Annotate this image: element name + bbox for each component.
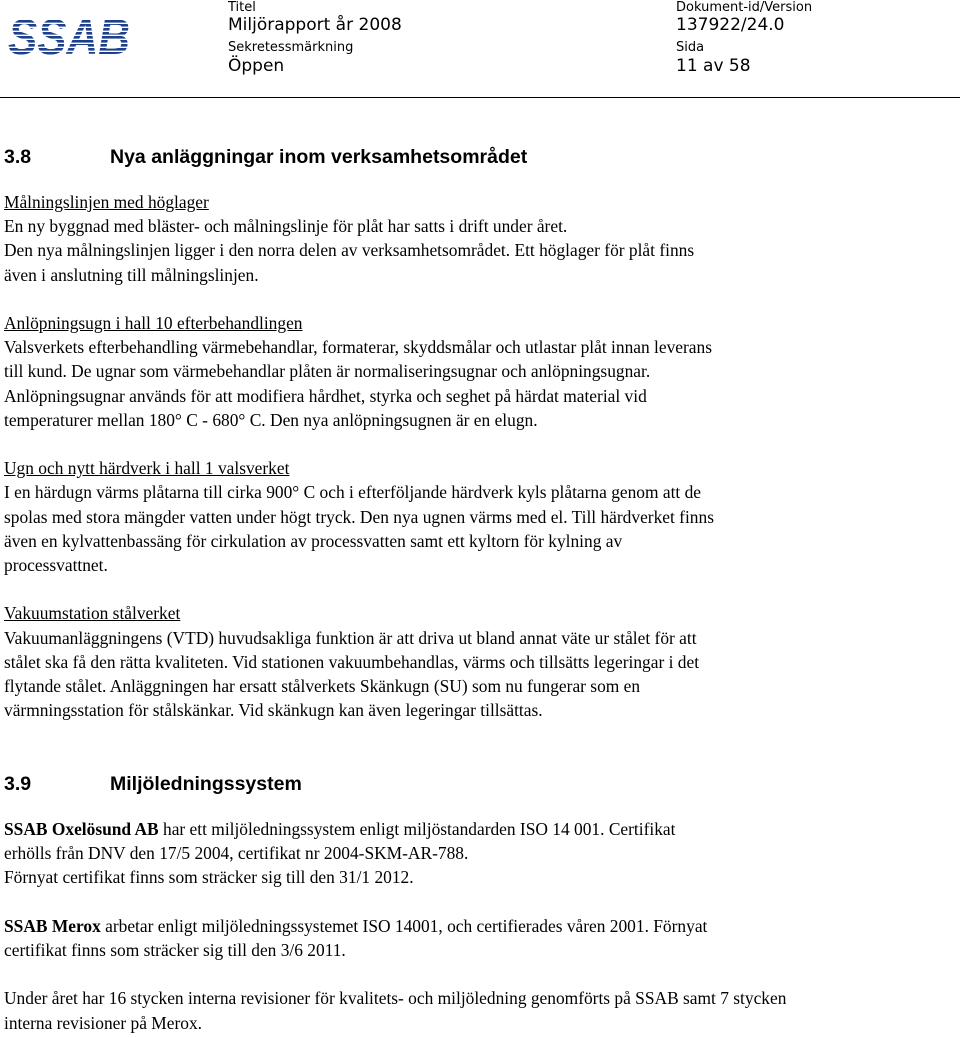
page-label: Sida bbox=[676, 40, 705, 55]
svg-text:SSAB: SSAB bbox=[8, 9, 130, 65]
section-number: 3.9 bbox=[4, 773, 32, 795]
header-divider bbox=[0, 97, 960, 98]
paragraph-merox bbox=[4, 914, 960, 962]
secrecy-value: Öppen bbox=[228, 56, 285, 76]
text-line: certifikat finns som sträcker sig till den 3/6 2011. bbox=[4, 940, 346, 960]
section-number: 3.8 bbox=[4, 146, 32, 168]
section-title: Nya anläggningar inom verksamhetsområdet bbox=[110, 146, 528, 168]
subsection-heading: Anlöpningsugn i hall 10 efterbehandlingen bbox=[4, 313, 303, 333]
text-line: Under året har 16 stycken interna revisioner för kvalitets- och miljöledning genomförts på SSAB samt 7 stycken bbox=[4, 988, 787, 1009]
page-value: 11 av 58 bbox=[676, 56, 751, 76]
section-3-8-body bbox=[4, 190, 960, 722]
ssab-logo bbox=[8, 9, 132, 65]
section-3-9-body bbox=[4, 817, 960, 1035]
section-heading-3-9 bbox=[4, 772, 302, 796]
docid-label: Dokument-id/Version bbox=[676, 0, 813, 15]
text-line: spolas med stora mängder vatten under högt tryck. Den nya ugnen värms med el. Till härdverket finns bbox=[4, 506, 714, 527]
text-line: temperaturer mellan 180° C - 680° C. Den nya anlöpningsugnen är en elugn. bbox=[4, 409, 538, 430]
text-line: erhölls från DNV den 17/5 2004, certifikat nr 2004-SKM-AR-788. bbox=[4, 843, 469, 864]
text-line: värmningsstation för stålskänkar. Vid skänkugn kan även legeringar tillsättas. bbox=[4, 700, 543, 721]
subsection-vakuumstation bbox=[4, 601, 960, 722]
text-line: även en kylvattenbassäng för cirkulation av processvatten samt ett kyltorn för kylning av bbox=[4, 530, 623, 551]
document-header bbox=[0, 0, 960, 98]
docid-value: 137922/24.0 bbox=[676, 15, 785, 35]
text-line: I en härdugn värms plåtarna till cirka 900° C och i efterföljande härdverk kyls plåtarna genom att de bbox=[4, 482, 702, 503]
text-line: Vakuumanläggningens (VTD) huvudsakliga funktion är att driva ut bland annat väte ur stålet för att bbox=[4, 627, 697, 648]
subsection-heading: Vakuumstation stålverket bbox=[4, 603, 181, 624]
subsection-anlopningsugn bbox=[4, 311, 960, 432]
text-line: SSAB Oxelösund AB har ett miljöledningssystem enligt miljöstandarden ISO 14 001. Certifikat bbox=[4, 819, 676, 839]
text-line: Förnyat certifikat finns som sträcker sig till den 31/1 2012. bbox=[4, 867, 414, 888]
subsection-heading: Ugn och nytt härdverk i hall 1 valsverket bbox=[4, 458, 290, 479]
company-name: SSAB Merox bbox=[4, 915, 101, 936]
subsection-malningslinjen bbox=[4, 190, 960, 287]
text-line: Anlöpningsugnar används för att modifiera hårdhet, styrka och seghet på härdat material vid bbox=[4, 385, 647, 406]
text-line: interna revisioner på Merox. bbox=[4, 1012, 202, 1033]
text-line: flytande stålet. Anläggningen har ersatt stålverkets Skänkugn (SU) som nu fungerar som en bbox=[4, 676, 641, 697]
subsection-hardverk bbox=[4, 456, 960, 577]
text-line: En ny byggnad med bläster- och målningslinje för plåt har satts i drift under året. bbox=[4, 216, 568, 237]
subsection-heading: Målningslinjen med höglager bbox=[4, 192, 209, 212]
text-line: till kund. De ugnar som värmebehandlar plåten är normaliseringsugnar och anlöpningsugnar. bbox=[4, 361, 651, 382]
text-line: processvattnet. bbox=[4, 555, 108, 576]
text-line: Valsverkets efterbehandling värmebehandlar, formaterar, skyddsmålar och utlastar plåt innan leverans bbox=[4, 337, 712, 358]
title-value: Miljörapport år 2008 bbox=[228, 15, 402, 35]
section-heading-3-8 bbox=[4, 145, 527, 169]
text-line: stålet ska få den rätta kvaliteten. Vid stationen vakuumbehandlas, värms och tillsätts legeringar i det bbox=[4, 651, 700, 672]
text-line: SSAB Merox arbetar enligt miljöledningssystemet ISO 14001, och certifierades våren 2001. Förnyat bbox=[4, 915, 708, 936]
paragraph-oxelosund bbox=[4, 817, 960, 890]
title-label: Titel bbox=[228, 0, 256, 15]
text-line: Den nya målningslinjen ligger i den norra delen av verksamhetsområdet. Ett höglager för plåt finns bbox=[4, 240, 695, 261]
paragraph-revisioner bbox=[4, 986, 960, 1034]
secrecy-label: Sekretessmärkning bbox=[228, 40, 354, 55]
company-name: SSAB Oxelösund AB bbox=[4, 819, 159, 839]
text-line: även i anslutning till målningslinjen. bbox=[4, 264, 259, 285]
section-title: Miljöledningssystem bbox=[110, 773, 302, 795]
